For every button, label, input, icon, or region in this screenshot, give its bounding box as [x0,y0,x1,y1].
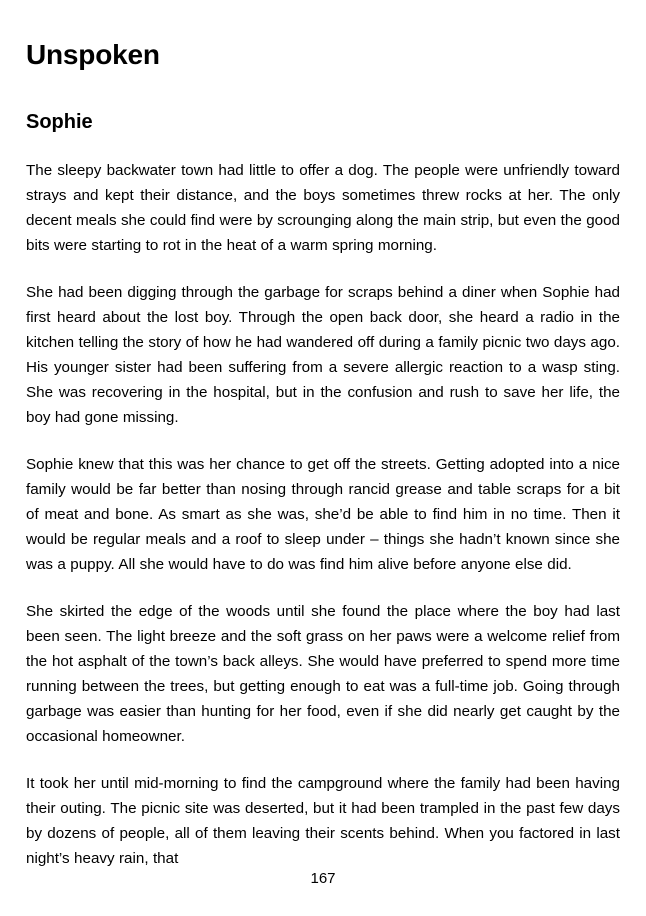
paragraph: The sleepy backwater town had little to offer a dog. The people were unfriendly toward strays and kept their distance, and the boys sometimes threw rocks at her. The only decent meals she could find were by scrounging along the main strip, but even the good bits were starting to rot in the heat of a warm spring morning. [26,161,620,254]
paragraph: Sophie knew that this was her chance to get off the streets. Getting adopted into a nice family would be far better than nosing through rancid grease and table scraps for a bit of meat and bone. As smart as she was, she’d be able to find him in no time. Then it would be regular meals and a roof to sleep under – things she hadn’t known since she was a puppy. All she would have to do was find him alive before anyone else did. [26,455,620,573]
body-text [26,158,620,871]
chapter-heading: Sophie [26,110,93,133]
page-number: 167 [310,870,336,887]
paragraph: It took her until mid-morning to find the campground where the family had been having their outing. The picnic site was deserted, but it had been trampled in the past few days by dozens of people, all of them leaving their scents behind. When you factored in last night’s heavy rain, that [26,774,620,867]
page-title: Unspoken [26,39,160,70]
paragraph: She skirted the edge of the woods until she found the place where the boy had last been seen. The light breeze and the soft grass on her paws were a welcome relief from the hot asphalt of the town’s back alleys. She would have preferred to spend more time running between the trees, but getting enough to eat was a full-time job. Going through garbage was easier than hunting for her food, even if she did nearly get caught by the occasional homeowner. [26,602,620,745]
paragraph: She had been digging through the garbage for scraps behind a diner when Sophie had first heard about the lost boy. Through the open back door, she heard a radio in the kitchen telling the story of how he had wandered off during a family picnic two days ago. His younger sister had been suffering from a severe allergic reaction to a wasp sting. She was recovering in the hospital, but in the confusion and rush to save her life, the boy had gone missing. [26,283,620,426]
